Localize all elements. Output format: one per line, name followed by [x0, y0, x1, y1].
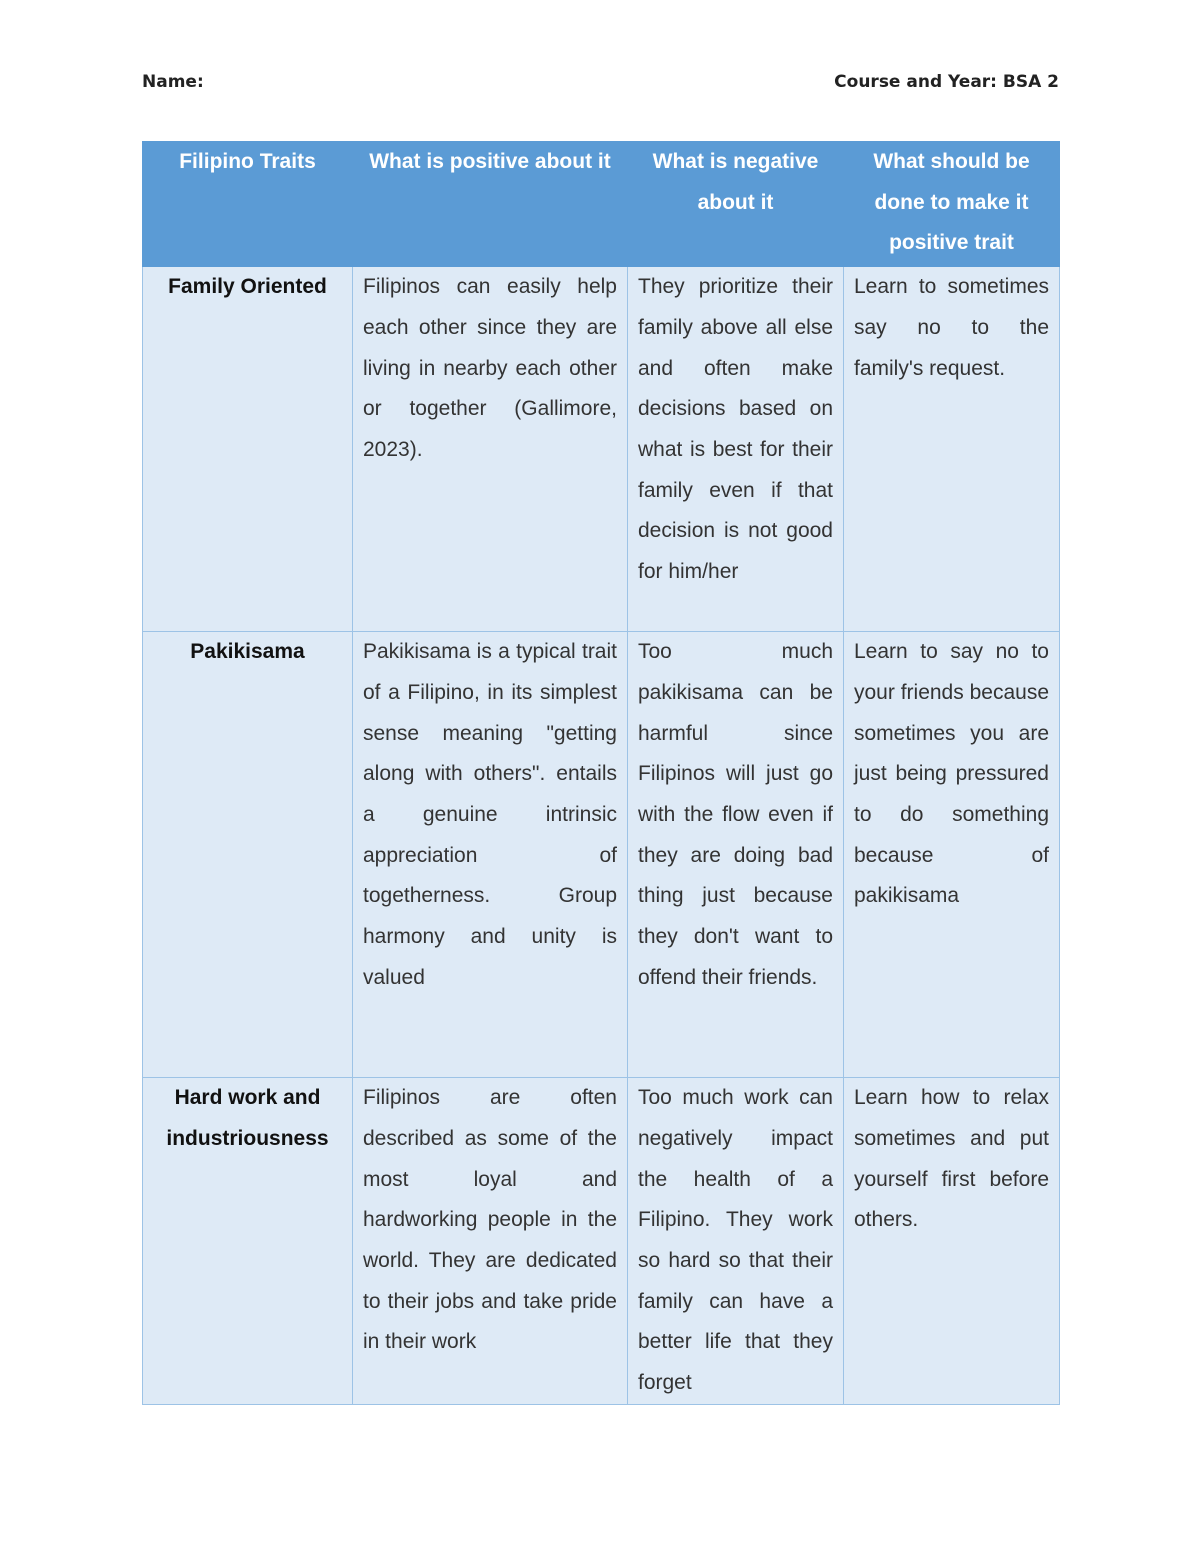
solution-cell: Learn how to relax sometimes and put yourself first before others. [844, 1078, 1060, 1405]
name-label: Name: [142, 72, 204, 92]
trait-cell: Pakikisama [143, 632, 353, 1078]
solution-cell: Learn to say no to your friends because sometimes you are just being pressured to do something because of pakikisama [844, 632, 1060, 1078]
column-header-negative: What is negative about it [628, 142, 844, 267]
positive-cell: Filipinos are often described as some of the most loyal and hardworking people in the world. They are dedicated to their jobs and take pride in their work [353, 1078, 628, 1405]
table-row [143, 632, 1060, 1078]
table-header-row [143, 142, 1060, 267]
trait-cell: Hard work and industriousness [143, 1078, 353, 1405]
column-header-solution: What should be done to make it positive trait [844, 142, 1060, 267]
course-year-label: Course and Year: BSA 2 [834, 72, 1059, 92]
column-header-traits: Filipino Traits [143, 142, 353, 267]
filipino-traits-table [142, 141, 1060, 1405]
negative-cell: They prioritize their family above all else and often make decisions based on what is best for their family even if that decision is not good for him/her [628, 267, 844, 632]
solution-cell: Learn to sometimes say no to the family's request. [844, 267, 1060, 632]
table-row [143, 267, 1060, 632]
page-header [142, 72, 1059, 98]
column-header-positive: What is positive about it [353, 142, 628, 267]
negative-cell: Too much pakikisama can be harmful since Filipinos will just go with the flow even if they are doing bad thing just because they don't want to offend their friends. [628, 632, 844, 1078]
positive-cell: Pakikisama is a typical trait of a Filipino, in its simplest sense meaning "getting along with others". entails a genuine intrinsic appreciation of togetherness. Group harmony and unity is valued [353, 632, 628, 1078]
table-row [143, 1078, 1060, 1405]
positive-cell: Filipinos can easily help each other since they are living in nearby each other or together (Gallimore, 2023). [353, 267, 628, 632]
trait-cell: Family Oriented [143, 267, 353, 632]
negative-cell: Too much work can negatively impact the health of a Filipino. They work so hard so that their family can have a better life that they forget [628, 1078, 844, 1405]
